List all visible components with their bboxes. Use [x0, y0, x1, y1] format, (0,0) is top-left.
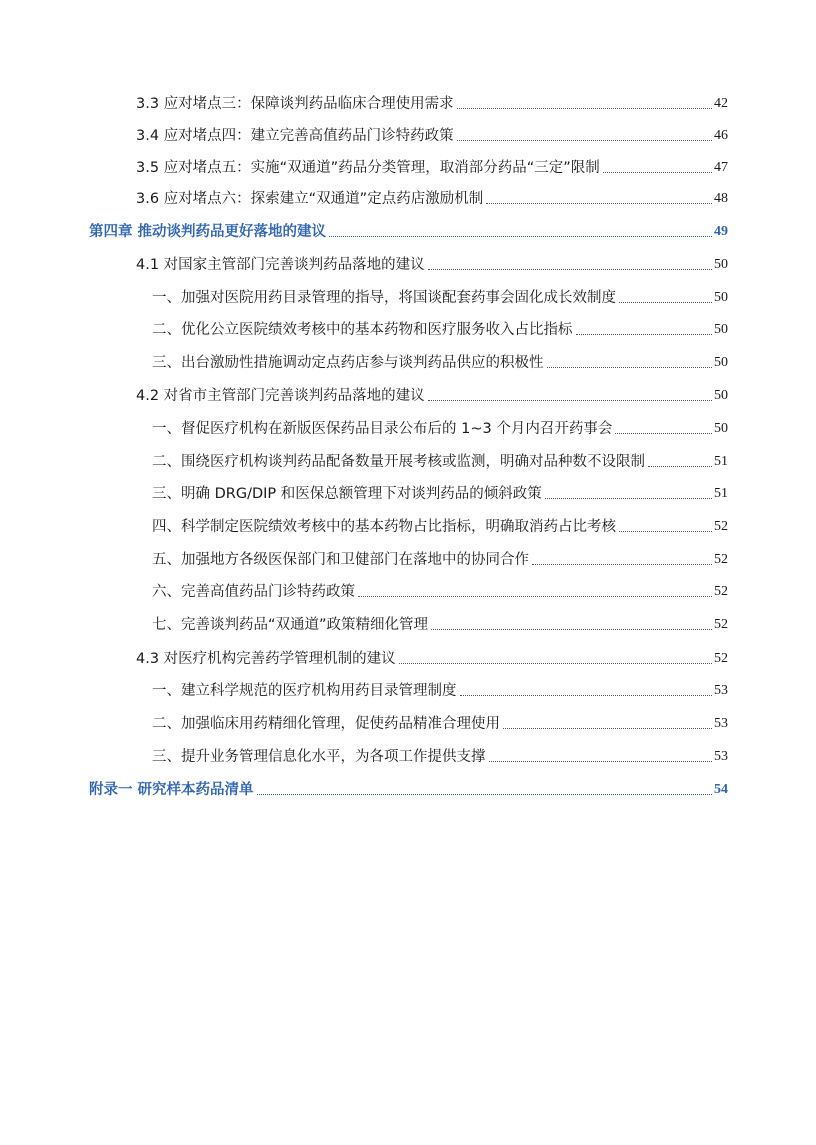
toc-entry-page: 50 — [714, 421, 728, 436]
toc-entry-title: 一、督促医疗机构在新版医保药品目录公布后的 1~3 个月内召开药事会 — [152, 421, 613, 437]
toc-entry-page: 53 — [714, 716, 728, 731]
toc-entry-4-3[interactable] — [136, 647, 728, 669]
toc-entry-title: 3.4 应对堵点四：建立完善高值药品门诊特药政策 — [136, 128, 454, 144]
toc-entry-title: 4.2 对省市主管部门完善谈判药品落地的建议 — [136, 388, 425, 404]
dot-leader — [489, 761, 713, 762]
toc-entry-title: 第四章 推动谈判药品更好落地的建议 — [89, 224, 327, 240]
dot-leader — [615, 433, 712, 434]
toc-entry-page: 52 — [714, 552, 728, 567]
dot-leader — [399, 663, 712, 664]
toc-entry-title: 一、加强对医院用药目录管理的指导，将国谈配套药事会固化成长效制度 — [152, 290, 616, 306]
toc-entry-title: 二、围绕医疗机构谈判药品配备数量开展考核或监测，明确对品种数不设限制 — [152, 454, 645, 470]
dot-leader — [431, 629, 712, 630]
toc-entry-page: 53 — [714, 683, 728, 698]
toc-entry-4-1[interactable] — [136, 253, 728, 275]
toc-entry-title: 三、出台激励性措施调动定点药店参与谈判药品供应的积极性 — [152, 355, 544, 371]
toc-entry-title: 4.3 对医疗机构完善药学管理机制的建议 — [136, 651, 396, 667]
dot-leader — [619, 302, 712, 303]
toc-appendix-1[interactable] — [89, 778, 728, 800]
toc-entry-page: 52 — [714, 584, 728, 599]
dot-leader — [603, 172, 712, 173]
toc-entry-3-5[interactable] — [136, 156, 728, 178]
toc-entry-title: 三、提升业务管理信息化水平，为各项工作提供支撑 — [152, 749, 486, 765]
toc-entry-page: 47 — [714, 160, 728, 175]
toc-entry-title: 四、科学制定医院绩效考核中的基本药物占比指标，明确取消药占比考核 — [152, 519, 616, 535]
toc-entry-3-4[interactable] — [136, 124, 728, 146]
toc-item[interactable] — [152, 450, 728, 472]
toc-entry-page: 46 — [714, 128, 728, 143]
toc-item[interactable] — [152, 482, 728, 504]
toc-entry-page: 50 — [714, 257, 728, 272]
toc-entry-4-2[interactable] — [136, 384, 728, 406]
dot-leader — [486, 203, 712, 204]
toc-item[interactable] — [152, 745, 728, 767]
toc-entry-title: 六、完善高值药品门诊特药政策 — [152, 584, 355, 600]
dot-leader — [257, 794, 712, 795]
toc-item[interactable] — [152, 613, 728, 635]
toc-entry-page: 48 — [714, 191, 728, 206]
dot-leader — [532, 564, 712, 565]
dot-leader — [329, 236, 712, 237]
toc-item[interactable] — [152, 712, 728, 734]
dot-leader — [460, 695, 713, 696]
toc-entry-title: 七、完善谈判药品“双通道”政策精细化管理 — [152, 617, 429, 633]
dot-leader — [545, 498, 712, 499]
toc-entry-title: 附录一 研究样本药品清单 — [89, 782, 254, 798]
dot-leader — [428, 269, 712, 270]
dot-leader — [457, 108, 712, 109]
toc-entry-3-6[interactable] — [136, 187, 728, 209]
toc-item[interactable] — [152, 515, 728, 537]
toc-item[interactable] — [152, 548, 728, 570]
toc-item[interactable] — [152, 580, 728, 602]
dot-leader — [547, 367, 713, 368]
toc-entry-title: 三、明确 DRG/DIP 和医保总额管理下对谈判药品的倾斜政策 — [152, 486, 542, 502]
toc-entry-page: 50 — [714, 322, 728, 337]
toc-entry-page: 54 — [714, 782, 728, 797]
toc-entry-page: 51 — [714, 454, 728, 469]
toc-chapter-4[interactable] — [89, 220, 728, 242]
dot-leader — [358, 596, 712, 597]
toc-item[interactable] — [152, 417, 728, 439]
toc-entry-page: 52 — [714, 651, 728, 666]
toc-entry-title: 3.3 应对堵点三：保障谈判药品临床合理使用需求 — [136, 96, 454, 112]
toc-entry-title: 3.5 应对堵点五：实施“双通道”药品分类管理，取消部分药品“三定”限制 — [136, 160, 600, 176]
toc-entry-page: 51 — [714, 486, 728, 501]
dot-leader — [576, 334, 713, 335]
toc-entry-title: 二、优化公立医院绩效考核中的基本药物和医疗服务收入占比指标 — [152, 322, 573, 338]
toc-item[interactable] — [152, 679, 728, 701]
toc-entry-title: 五、加强地方各级医保部门和卫健部门在落地中的协同合作 — [152, 552, 529, 568]
toc-entry-3-3[interactable] — [136, 92, 728, 114]
toc-entry-title: 二、加强临床用药精细化管理，促使药品精准合理使用 — [152, 716, 500, 732]
dot-leader — [428, 400, 712, 401]
toc-entry-title: 3.6 应对堵点六：探索建立“双通道”定点药店激励机制 — [136, 191, 484, 207]
toc-entry-page: 53 — [714, 749, 728, 764]
dot-leader — [503, 728, 712, 729]
toc-item[interactable] — [152, 351, 728, 373]
toc-entry-page: 49 — [714, 224, 728, 239]
toc-entry-page: 50 — [714, 388, 728, 403]
toc-entry-page: 52 — [714, 617, 728, 632]
toc-entry-page: 50 — [714, 355, 728, 370]
dot-leader — [619, 531, 712, 532]
toc-item[interactable] — [152, 286, 728, 308]
dot-leader — [457, 140, 712, 141]
toc-item[interactable] — [152, 318, 728, 340]
toc-entry-page: 52 — [714, 519, 728, 534]
toc-entry-page: 42 — [714, 96, 728, 111]
toc-entry-title: 4.1 对国家主管部门完善谈判药品落地的建议 — [136, 257, 425, 273]
toc-entry-page: 50 — [714, 290, 728, 305]
dot-leader — [648, 466, 712, 467]
toc-entry-title: 一、建立科学规范的医疗机构用药目录管理制度 — [152, 683, 457, 699]
